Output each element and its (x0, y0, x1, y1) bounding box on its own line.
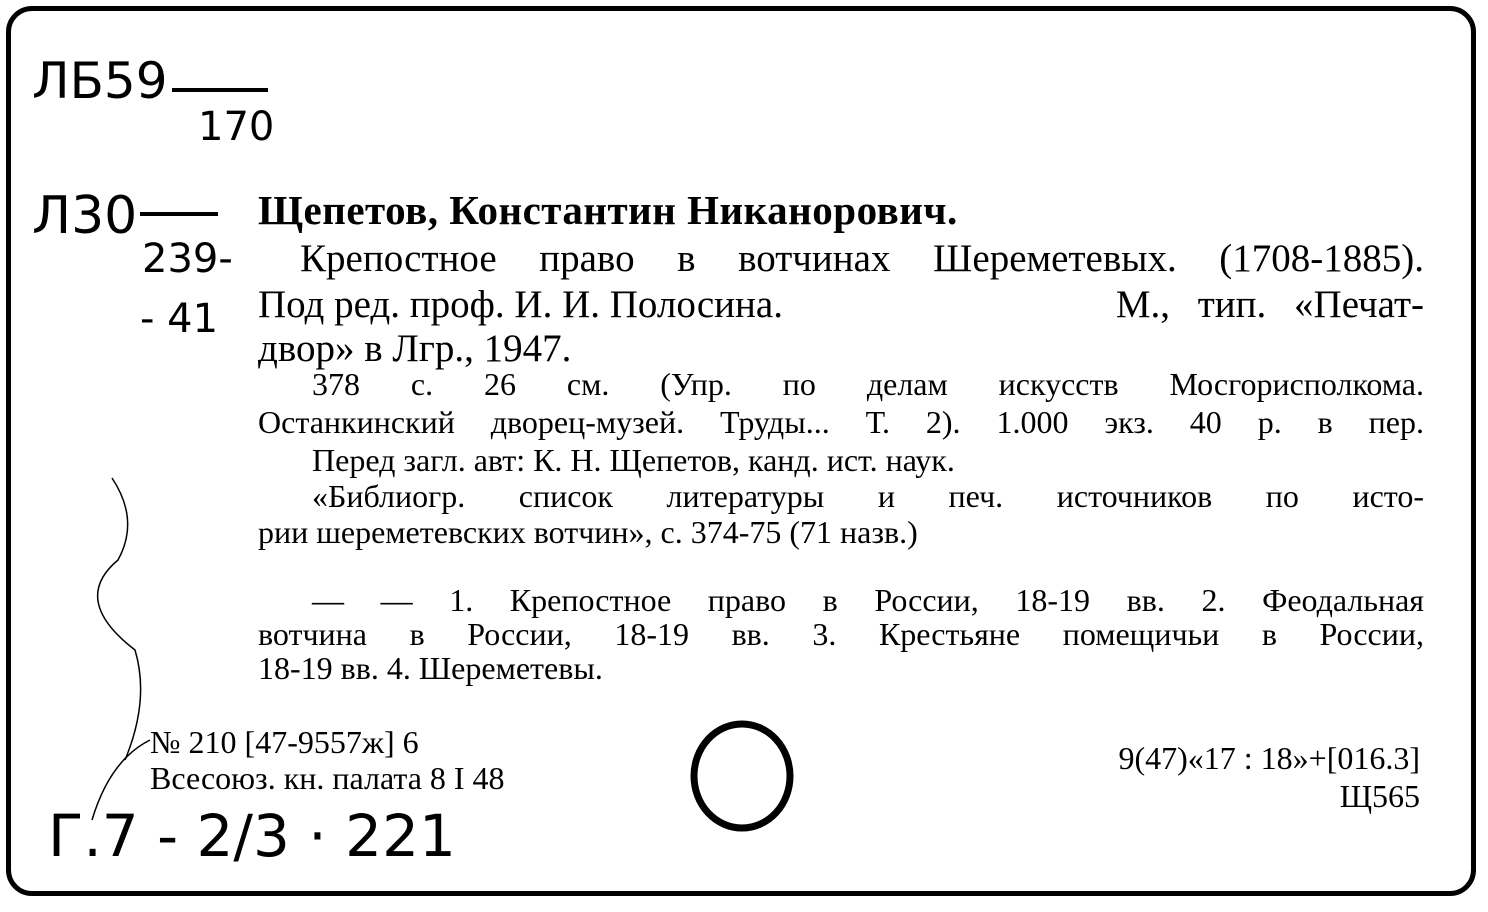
title-line-2-right: М., тип. «Печат- (1115, 283, 1424, 326)
desc-line-4: «Библиогр. список литературы и печ. источников по исто- (312, 478, 1424, 514)
author-heading: Щепетов, Константин Никанорович. (258, 187, 958, 233)
shelf-mark-1-top: ЛБ59 (32, 52, 168, 110)
subject-line-1: — — 1. Крепостное право в России, 18-19 вв. 2. Феодальная (312, 582, 1424, 618)
desc-line-3: Перед загл. авт: К. Н. Щепетов, канд. ист. наук. (312, 442, 955, 478)
subject-line-2: вотчина в России, 18-19 вв. 3. Крестьяне помещичьи в России, (258, 616, 1424, 652)
title-line-3: двор» в Лгр., 1947. (258, 327, 572, 370)
book-chamber: Всесоюз. кн. палата 8 I 48 (150, 760, 505, 796)
bottom-handwritten-code: Г.7 - 2/3 · 221 (48, 802, 456, 870)
card-number: № 210 [47-9557ж] 6 (150, 724, 419, 760)
side-curve (98, 478, 141, 760)
desc-line-2: Останкинский дворец-музей. Труды... Т. 2). 1.000 экз. 40 р. в пер. (258, 404, 1424, 440)
desc-line-1: 378 с. 26 см. (Упр. по делам искусств Мосгорисполкома. (312, 366, 1424, 402)
shelf-mark-2-bottom: - 41 (140, 296, 219, 342)
title-line-1: Крепостное право в вотчинах Шереметевых. (1708-1885). (300, 237, 1424, 280)
shelf-mark-2-top: Л30 (32, 186, 138, 246)
author-mark: Щ565 (1339, 778, 1420, 814)
title-line-2-left: Под ред. проф. И. И. Полосина. (258, 283, 783, 326)
shelf-mark-2-mid: 239- (142, 236, 233, 282)
classification-code: 9(47)«17 : 18»+[016.3] (1118, 740, 1420, 776)
shelf-mark-1-bottom: 170 (198, 104, 275, 150)
punch-hole (694, 724, 790, 828)
subject-line-3: 18-19 вв. 4. Шереметевы. (258, 650, 603, 686)
desc-line-5: рии шереметевских вотчин», с. 374-75 (71 назв.) (258, 514, 918, 550)
